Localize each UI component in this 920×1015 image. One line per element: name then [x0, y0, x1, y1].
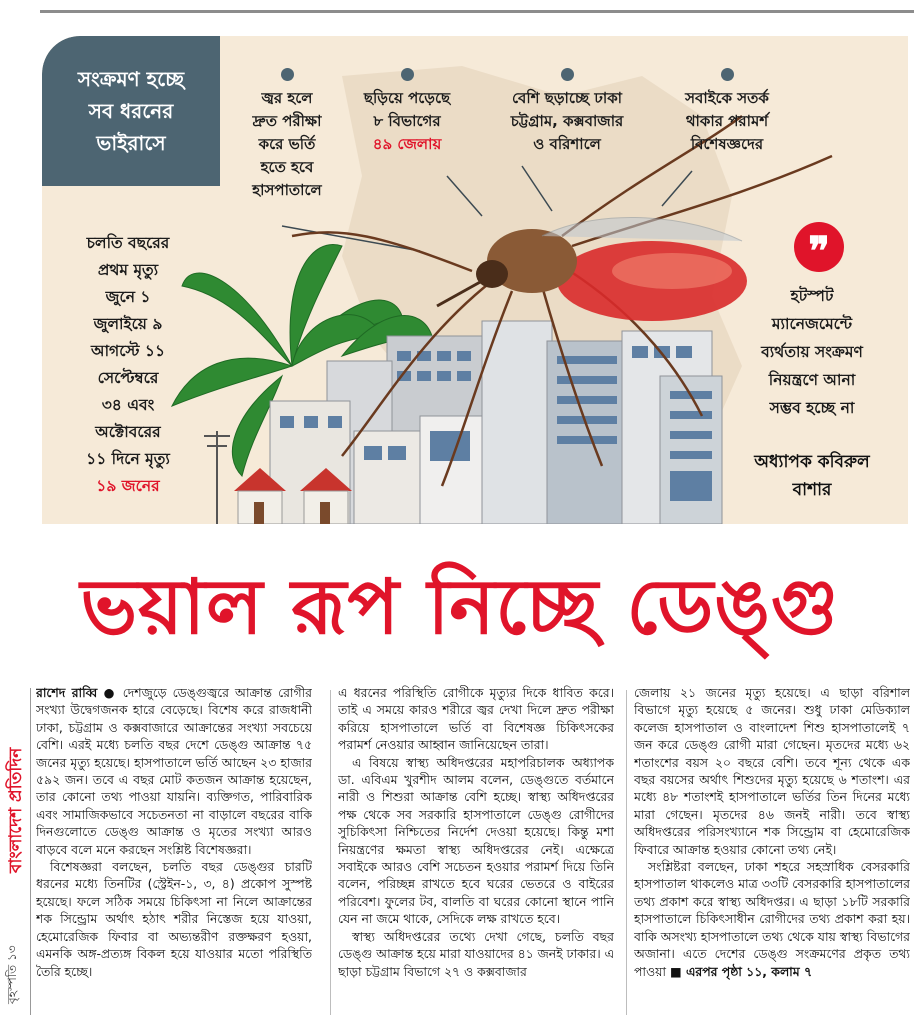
callout-line: সবাইকে সতর্ক: [685, 89, 769, 107]
callout-line: করে ভর্তি: [258, 135, 316, 153]
article-column-3: [634, 684, 910, 1015]
callout-dot: [561, 68, 574, 81]
tag-line: সংক্রমণ হচ্ছে: [77, 67, 185, 91]
continued-on-page-link[interactable]: ■ এরপর পৃষ্ঠা ১১, কলাম ৭: [669, 963, 813, 979]
quote-icon: ❞: [794, 222, 844, 272]
column-divider: [626, 690, 627, 1015]
stats-highlight: ১৯ জনের: [96, 477, 160, 495]
infection-tag-box: [42, 36, 220, 186]
article-paragraph: এ ধরনের পরিস্থিতি রোগীকে মৃত্যুর দিকে ধাবিত করে। তাই এ সময়ে কারও শরীরে জ্বর দেখা দিলে দ্রুত পরীক্ষা করিয়ে হাসপাতালে ভর্তি বা বিশেষজ্ঞ চিকিৎসকের পরামর্শ নেওয়ার আহ্বান জানিয়েছেন তারা।: [338, 685, 614, 753]
quote-author-line: অধ্যাপক কবিরুল: [754, 452, 870, 472]
callout-line: ৮ বিভাগের: [373, 112, 441, 130]
stats-line: ১১ দিনে মৃত্যু: [86, 450, 170, 468]
side-strip: [2, 690, 28, 1015]
article-paragraph: জেলায় ২১ জনের মৃত্যু হয়েছে। এ ছাড়া বরিশাল বিভাগে মৃত্যু হয়েছে ৫ জনের। শুধু ঢাকা মেডিক্যাল কলেজ হাসপাতাল ও বাংলাদেশ শিশু হাসপাতালেই ৭ জন করে ডেঙ্গু রোগী মারা গেছেন। মৃতদের মধ্যে ৬২ শতাংশের বয়স ২০ বছরে বেশি। তবে শূন্য থেকে এক বছর বয়সের অর্থাৎ শিশুদের মৃত্যু হয়েছে ৬ শতাংশ। এর মধ্যে ৪৮ শতাংশই হাসপাতালে ভর্তির তিন দিনের মধ্যে মারা গেছেন। মৃতদের ৪৬ জনই নারী। তবে স্বাস্থ্য অধিদপ্তরের পরিসংখ্যানে শক সিন্ড্রোম বা হেমোরেজিক ফিবারে আক্রান্ত হওয়ার কোনো তথ্য নেই।: [634, 685, 910, 857]
callout-line: চট্টগ্রাম, কক্সবাজার: [510, 112, 624, 130]
stats-line: জুনে ১: [105, 288, 151, 306]
callout-line: হতে হবে: [260, 158, 314, 176]
article-column-1: [36, 684, 312, 1015]
article-paragraph: বিশেষজ্ঞরা বলছেন, চলতি বছর ডেঙ্গুর চারটি ধরনের মধ্যে তিনটির (স্ট্রেইন-১, ৩, ৪) প্রকোপ সুস্পষ্ট হয়েছে। ফলে সঠিক সময়ে চিকিৎসা না নিলে আক্রান্তের শক সিন্ড্রোম অর্থাৎ হঠাৎ শরীর নিস্তেজ হয়ে যাওয়া, হেমোরেজিক ফিবার বা অভ্যন্তরীণ রক্তক্ষরণ হওয়া, এমনকি অঙ্গ-প্রত্যঙ্গ বিকল হয়ে যাওয়ার মতো পরিস্থিতি তৈরি হচ্ছে।: [36, 859, 312, 979]
quote-line: ব্যর্থতায় সংক্রমণ: [761, 343, 863, 361]
stats-line: প্রথম মৃত্যু: [97, 261, 159, 279]
infographic-panel: [42, 36, 908, 524]
callout-highlight: ৪৯ জেলায়: [372, 135, 442, 153]
stats-line: আগস্টে ১১: [90, 342, 166, 360]
article-paragraph: স্বাস্থ্য অধিদপ্তরের তথ্যে দেখা গেছে, চলতি বছর ডেঙ্গু আক্রান্ত হয়ে মারা যাওয়াদের ৪১ জনই ঢাকার। এ ছাড়া চট্টগ্রাম বিভাগে ২৭ ও কক্সবাজার: [338, 928, 614, 979]
tag-line: ভাইরাসে: [96, 131, 166, 155]
page-date: বৃহস্পতি ১৩: [5, 945, 19, 1005]
quote-line: সম্ভব হচ্ছে না: [769, 399, 855, 417]
callout-line: ছড়িয়ে পড়েছে: [363, 89, 451, 107]
side-divider: [30, 688, 31, 1015]
stats-line: ৩৪ এবং: [101, 396, 155, 414]
byline: রাশেদ রাব্বি ●: [36, 685, 117, 700]
callout-caution: [662, 68, 792, 156]
callout-fever-test: [232, 68, 342, 202]
callout-line: বেশি ছড়াচ্ছে ঢাকা: [511, 89, 623, 107]
callout-line: হাসপাতালে: [252, 181, 322, 199]
quote-line: হটস্পট: [790, 287, 834, 305]
headline: ভয়াল রূপ নিচ্ছে ডেঙ্গু: [80, 562, 840, 651]
article-paragraph: এ বিষয়ে স্বাস্থ্য অধিদপ্তরের মহাপরিচালক অধ্যাপক ডা. এবিএম খুরশীদ আলম বলেন, ডেঙ্গুতে বর্তমানে নারী ও শিশুরা আক্রান্ত বেশি হচ্ছে। স্বাস্থ্য অধিদপ্তরের পক্ষ থেকে সব সরকারি হাসপাতালে ডেঙ্গু রোগীদের সুচিকিৎসা নিশ্চিতের নির্দেশ দেওয়া হয়েছে। কিন্তু মশা নিয়ন্ত্রণের ক্ষমতা স্বাস্থ্য অধিদপ্তরের নেই। এক্ষেত্রে সবাইকে আরও বেশি সচেতন হওয়ার পরামর্শ দিয়ে তিনি বলেন, পরিচ্ছন্ন রাখতে হবে ঘরের ভেতরে ও বাইরের পরিবেশ। ফুলের টব, বালতি বা ঘরের কোনো স্থানে পানি যেন না জমে থাকে, সেদিকে লক্ষ রাখতে হবে।: [338, 754, 614, 927]
callout-most-spread: [482, 68, 652, 156]
stats-line: জুলাইয়ে ৯: [93, 315, 163, 333]
quote-line: ম্যানেজমেন্টে: [771, 315, 853, 333]
top-rule: [40, 10, 914, 13]
callout-line: জ্বর হলে: [261, 89, 313, 107]
tag-line: সব ধরনের: [88, 99, 174, 123]
callout-line: বিশেষজ্ঞদের: [690, 135, 764, 153]
stats-line: সেপ্টেম্বরে: [97, 369, 159, 387]
article-paragraph: [634, 858, 910, 980]
paragraph-text: সংশ্লিষ্টরা বলছেন, ঢাকা শহরে সহস্রাধিক বেসরকারি হাসপাতাল থাকলেও মাত্র ৩৩টি বেসরকারি হাসপাতালের তথ্য প্রকাশ করে স্বাস্থ্য অধিদপ্তর। এ ছাড়া ১৮টি সরকারি হাসপাতালে চিকিৎসাধীন রোগীদের তথ্য প্রকাশ করা হয়। বাকি অসংখ্য হাসপাতালে তথ্য থেকে যায় স্বাস্থ্য বিভাগের অজানা। এতে দেশের ডেঙ্গু সংক্রমণের প্রকৃত তথ্য পাওয়া: [634, 859, 910, 979]
expert-quote: [722, 282, 902, 422]
article-paragraph: [36, 684, 312, 858]
callout-dot: [721, 68, 734, 81]
stats-line: অক্টোবরের: [95, 423, 161, 441]
quote-line: নিয়ন্ত্রণে আনা: [768, 371, 856, 389]
death-stats: [48, 230, 208, 500]
paragraph-text: দেশজুড়ে ডেঙ্গুজ্বরে আক্রান্ত রোগীর সংখ্যা উদ্বেগজনক হারে বেড়েছে। বিশেষ করে রাজধানী ঢাকা, চট্টগ্রাম ও কক্সবাজারে আক্রান্তের সংখ্যা সবচেয়ে বেশি। এরই মধ্যে চলতি বছর দেশে ডেঙ্গু আক্রান্ত ৭৫ জনের মৃত্যু হয়েছে। হাসপাতালে ভর্তি আছেন ২৩ হাজার ৫৯২ জন। তবে এ বছর মোট কতজন আক্রান্ত হয়েছেন, তার কোনো তথ্য পাওয়া যায়নি। ব্যক্তিগত, পারিবারিক এবং সামাজিকভাবে সচেতনতা না বাড়ালে বছরের বাকি দিনগুলোতে ডেঙ্গু আক্রান্ত ও মৃতের সংখ্যা আরও বাড়বে বলে মনে করছেন সংশ্লিষ্ট বিশেষজ্ঞরা।: [36, 685, 312, 857]
callout-spread-districts: [342, 68, 472, 156]
callout-line: দ্রুত পরীক্ষা: [252, 112, 322, 130]
stats-line: চলতি বছরের: [86, 234, 170, 252]
quote-author-line: বাশার: [792, 480, 832, 500]
column-divider: [330, 690, 331, 1015]
quote-author: [722, 448, 902, 504]
callout-dot: [281, 68, 294, 81]
callout-line: ও বরিশালে: [533, 135, 601, 153]
callout-dot: [401, 68, 414, 81]
callout-line: থাকার পরামর্শ: [685, 112, 769, 130]
newspaper-brand: বাংলাদেশ প্রতিদিন: [6, 747, 26, 873]
article-column-2: [338, 684, 614, 1015]
